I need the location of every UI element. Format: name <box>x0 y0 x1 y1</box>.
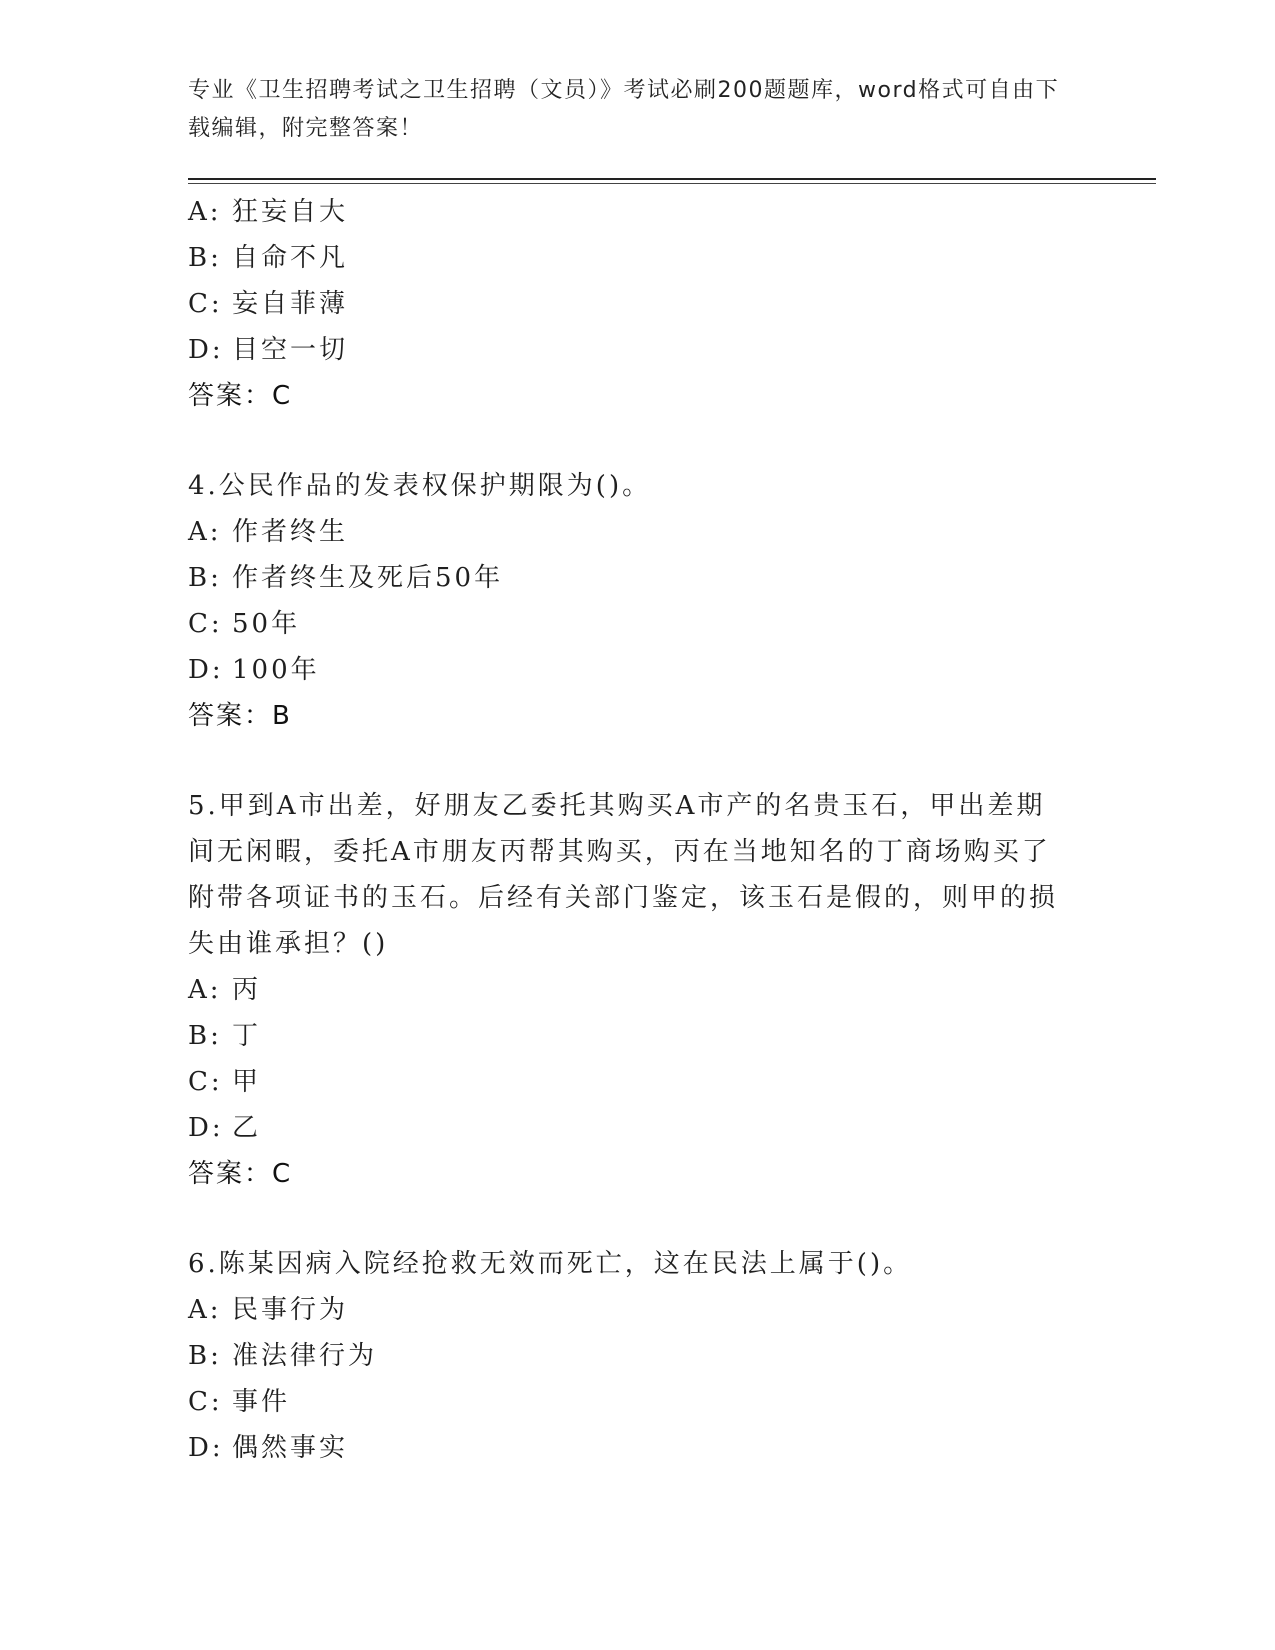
option-text: 自命不凡 <box>232 243 349 273</box>
option-text: 事件 <box>232 1387 291 1417</box>
question-stem: 6.陈某因病入院经抢救无效而死亡，这在民法上属于()。 <box>188 1249 913 1279</box>
question-5 <box>188 783 1088 1197</box>
option-d <box>188 1105 1088 1151</box>
option-a <box>188 189 1088 235</box>
question-list <box>188 189 1088 1471</box>
option-c <box>188 281 1088 327</box>
option-letter: C: <box>188 1387 223 1417</box>
option-d <box>188 1425 1088 1471</box>
option-text: 100年 <box>232 655 320 685</box>
option-b <box>188 555 1088 601</box>
option-text: 妄自菲薄 <box>232 289 349 319</box>
answer-line: 答案：B <box>188 701 292 731</box>
option-text: 乙 <box>232 1113 262 1143</box>
option-a <box>188 509 1088 555</box>
option-letter: C: <box>188 1067 223 1097</box>
option-letter: D: <box>188 1433 224 1463</box>
option-letter: A: <box>188 1295 222 1325</box>
question-stem: 4.公民作品的发表权保护期限为()。 <box>188 471 652 501</box>
option-c <box>188 601 1088 647</box>
option-text: 作者终生 <box>232 517 349 547</box>
option-c <box>188 1379 1088 1425</box>
option-c <box>188 1059 1088 1105</box>
option-letter: A: <box>188 517 222 547</box>
option-text: 民事行为 <box>232 1295 349 1325</box>
option-letter: D: <box>188 655 224 685</box>
option-letter: A: <box>188 197 222 227</box>
option-text: 甲 <box>232 1067 262 1097</box>
document-header: 专业《卫生招聘考试之卫生招聘（文员）》考试必刷200题题库，word格式可自由下载编辑，附完整答案！ <box>188 78 1060 141</box>
option-letter: B: <box>188 563 222 593</box>
option-a <box>188 1287 1088 1333</box>
question-4 <box>188 463 1088 739</box>
option-letter: D: <box>188 1113 224 1143</box>
answer-line: 答案：C <box>188 1159 293 1189</box>
option-text: 丁 <box>232 1021 262 1051</box>
option-letter: A: <box>188 975 222 1005</box>
option-letter: C: <box>188 289 223 319</box>
header-rule-thick <box>188 178 1156 180</box>
answer-line: 答案：C <box>188 381 293 411</box>
question-6 <box>188 1241 1088 1471</box>
option-d <box>188 327 1088 373</box>
option-b <box>188 235 1088 281</box>
option-text: 准法律行为 <box>232 1341 378 1371</box>
option-letter: B: <box>188 243 222 273</box>
question-stem: 5.甲到A市出差，好朋友乙委托其购买A市产的名贵玉石，甲出差期间无闲暇，委托A市朋友丙帮其购买，丙在当地知名的丁商场购买了附带各项证书的玉石。后经有关部门鉴定，该玉石是假的，则甲的损失由谁承担？() <box>188 791 1059 959</box>
option-letter: B: <box>188 1021 222 1051</box>
option-b <box>188 1013 1088 1059</box>
option-letter: D: <box>188 335 224 365</box>
header-rule-thin <box>188 183 1156 184</box>
option-text: 目空一切 <box>232 335 349 365</box>
option-letter: C: <box>188 609 223 639</box>
option-text: 作者终生及死后50年 <box>232 563 504 593</box>
option-text: 50年 <box>232 609 301 639</box>
option-text: 丙 <box>232 975 262 1005</box>
question-3-continued <box>188 189 1088 419</box>
option-b <box>188 1333 1088 1379</box>
option-letter: B: <box>188 1341 222 1371</box>
option-d <box>188 647 1088 693</box>
option-a <box>188 967 1088 1013</box>
option-text: 狂妄自大 <box>232 197 349 227</box>
option-text: 偶然事实 <box>232 1433 349 1463</box>
